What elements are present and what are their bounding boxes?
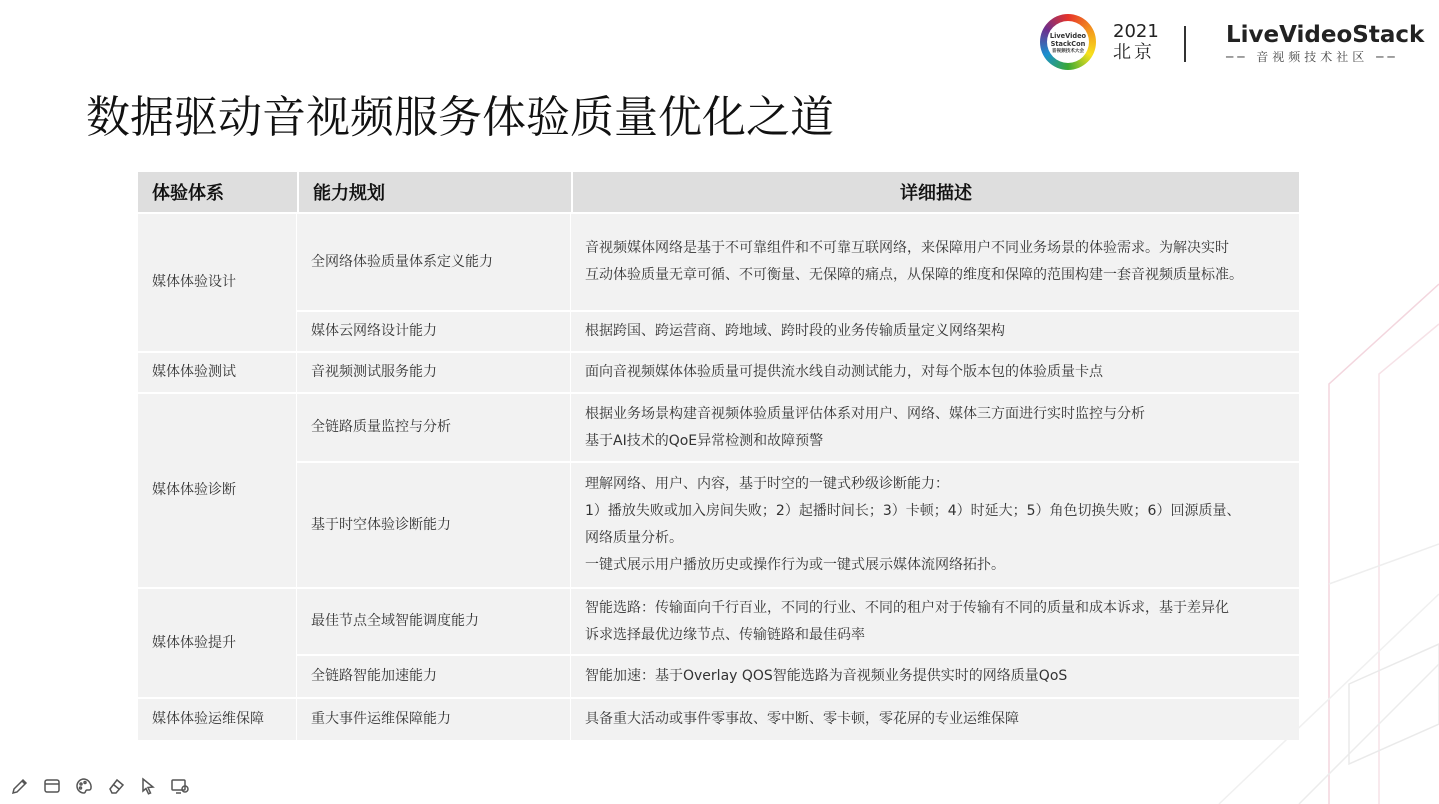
description-cell <box>571 461 1299 587</box>
livevideostackcon-logo <box>1040 14 1096 70</box>
description-cell <box>571 654 1299 697</box>
table-row <box>138 351 1299 392</box>
presentation-toolbar <box>8 774 192 798</box>
description-cell <box>571 212 1299 310</box>
event-city: 北京 <box>1113 42 1155 63</box>
experience-system-cell: 媒体体验提升 <box>138 587 297 697</box>
description-cell <box>571 587 1299 654</box>
conference-logo-line: 音视频技术大会 <box>1051 49 1085 54</box>
description-line: 诉求选择最优边缘节点、传输链路和最佳码率 <box>585 626 865 643</box>
description-line: 音视频媒体网络是基于不可靠组件和不可靠互联网络，来保障用户不同业务场景的体验需求。为解决实时 <box>585 240 1229 256</box>
table-row <box>138 587 1299 654</box>
livevideostackcon-logo-text <box>1047 21 1089 63</box>
capability-cell: 全网络体验质量体系定义能力 <box>297 212 571 310</box>
table-row <box>138 697 1299 740</box>
description-line: 根据跨国、跨运营商、跨地域、跨时段的业务传输质量定义网络架构 <box>585 323 1005 339</box>
description-cell <box>571 351 1299 392</box>
description-line: 网络质量分析。 <box>585 530 683 546</box>
capability-cell: 最佳节点全域智能调度能力 <box>297 587 571 654</box>
event-year: 2021 <box>1113 21 1159 42</box>
description-cell <box>571 697 1299 740</box>
description-cell <box>571 310 1299 351</box>
description-line: 理解网络、用户、内容，基于时空的一键式秒级诊断能力： <box>585 476 949 492</box>
conference-logo-line: LiveVideo <box>1049 32 1087 40</box>
livevideostack-brand: LiveVideoStack <box>1226 22 1425 48</box>
experience-system-cell: 媒体体验运维保障 <box>138 697 297 740</box>
screen-settings-icon[interactable] <box>168 774 192 798</box>
description-line: 智能选路：传输面向千行百业，不同的行业、不同的租户对于传输有不同的质量和成本诉求，基于差异化 <box>585 599 1229 616</box>
pen-icon[interactable] <box>8 774 32 798</box>
table-row <box>138 392 1299 461</box>
capability-table <box>138 172 1299 740</box>
capability-cell: 媒体云网络设计能力 <box>297 310 571 351</box>
capability-cell: 全链路质量监控与分析 <box>297 392 571 461</box>
capability-cell: 基于时空体验诊断能力 <box>297 461 571 587</box>
slide-title: 数据驱动音视频服务体验质量优化之道 <box>86 92 834 143</box>
description-line: 面向音视频媒体体验质量可提供流水线自动测试能力，对每个版本包的体验质量卡点 <box>585 364 1103 380</box>
table-header-row <box>138 172 1299 212</box>
window-icon[interactable] <box>40 774 64 798</box>
header-description: 详细描述 <box>571 172 1299 212</box>
experience-system-cell: 媒体体验设计 <box>138 212 297 351</box>
description-cell <box>571 392 1299 461</box>
table-row <box>138 461 1299 587</box>
capability-cell: 全链路智能加速能力 <box>297 654 571 697</box>
description-line: 一键式展示用户播放历史或操作行为或一键式展示媒体流网络拓扑。 <box>585 557 1005 573</box>
conference-logo-line: StackCon <box>1050 39 1086 48</box>
header-system: 体验体系 <box>138 172 297 212</box>
header-divider <box>1184 26 1186 62</box>
capability-cell: 重大事件运维保障能力 <box>297 697 571 740</box>
description-line: 1）播放失败或加入房间失败；2）起播时间长；3）卡顿；4）时延大；5）角色切换失败；6）回源质量、 <box>585 503 1241 519</box>
description-line: 基于AI技术的QoE异常检测和故障预警 <box>585 432 824 449</box>
brand-subtitle-text: 音视频技术社区 <box>1256 50 1369 64</box>
table-row <box>138 212 1299 310</box>
eraser-icon[interactable] <box>104 774 128 798</box>
livevideostack-subtitle: ── 音视频技术社区 ── <box>1226 50 1399 64</box>
capability-cell: 音视频测试服务能力 <box>297 351 571 392</box>
palette-icon[interactable] <box>72 774 96 798</box>
experience-system-cell: 媒体体验诊断 <box>138 392 297 587</box>
description-line: 具备重大活动或事件零事故、零中断、零卡顿，零花屏的专业运维保障 <box>585 711 1019 727</box>
experience-system-cell: 媒体体验测试 <box>138 351 297 392</box>
table-row <box>138 310 1299 351</box>
pointer-icon[interactable] <box>136 774 160 798</box>
header-capability: 能力规划 <box>297 172 571 212</box>
table-row <box>138 654 1299 697</box>
description-line: 互动体验质量无章可循、不可衡量、无保障的痛点，从保障的维度和保障的范围构建一套音视频质量标准。 <box>585 267 1243 283</box>
description-line: 智能加速：基于Overlay QOS智能选路为音视频业务提供实时的网络质量QoS <box>585 668 1068 684</box>
header-logos <box>1040 12 1425 76</box>
description-line: 根据业务场景构建音视频体验质量评估体系对用户、网络、媒体三方面进行实时监控与分析 <box>585 405 1145 422</box>
